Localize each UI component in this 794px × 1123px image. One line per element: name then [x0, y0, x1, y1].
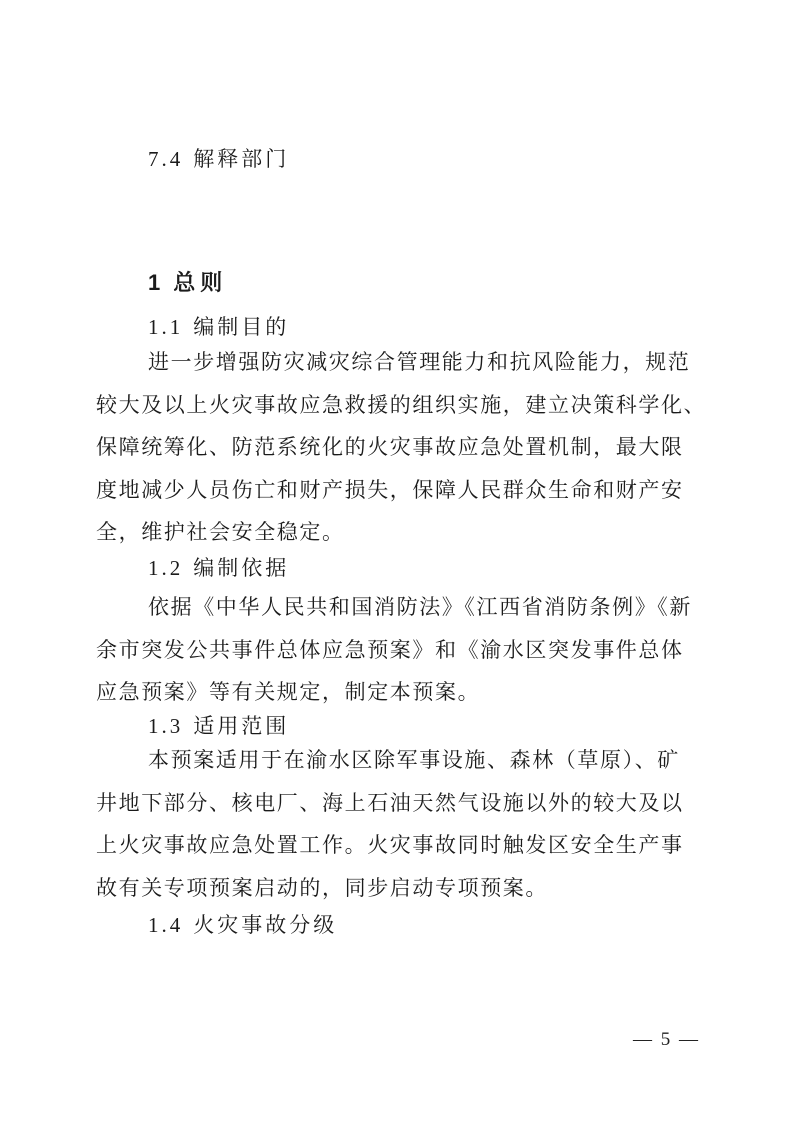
section-heading-1-2: [96, 556, 752, 580]
section-number: 7.4: [148, 147, 184, 171]
section-heading-1-1: [96, 315, 752, 339]
section-heading-1-3: [96, 714, 752, 738]
section-heading-1-4: [96, 913, 752, 937]
paragraph-line: 全，维护社会安全稳定。: [96, 520, 345, 544]
chapter-heading-1: [96, 270, 752, 295]
section-heading-7-4: [96, 147, 752, 171]
paragraph-line: 度地减少人员伤亡和财产损失，保障人民群众生命和财产安: [96, 477, 684, 502]
paragraph-line: 较大及以上火灾事故应急救援的组织实施，建立决策科学化、: [96, 392, 707, 417]
paragraph-1-1: [96, 341, 707, 554]
section-title: 编制依据: [193, 556, 290, 580]
paragraph-line: 上火灾事故应急处置工作。火灾事故同时触发区安全生产事: [96, 833, 684, 857]
paragraph-line: 应急预案》等有关规定，制定本预案。: [96, 680, 481, 704]
section-title: 火灾事故分级: [193, 913, 338, 937]
paragraph-line: 依据《中华人民共和国消防法》《江西省消防条例》《新: [148, 595, 692, 619]
paragraph-1-3: [96, 739, 700, 909]
section-title: 解释部门: [193, 147, 290, 171]
section-number: 1.3: [148, 714, 184, 738]
section-number: 1.4: [148, 913, 184, 937]
paragraph-line: 余市突发公共事件总体应急预案》和《渝水区突发事件总体: [96, 637, 684, 662]
paragraph-1-2: [96, 586, 700, 714]
section-number: 1.2: [148, 556, 184, 580]
paragraph-line: 进一步增强防灾减灾综合管理能力和抗风险能力，规范: [148, 350, 691, 374]
section-title: 适用范围: [193, 714, 290, 738]
paragraph-line: 故有关专项预案启动的，同步启动专项预案。: [96, 875, 548, 900]
paragraph-line: 井地下部分、核电厂、海上石油天然气设施以外的较大及以: [96, 790, 684, 815]
chapter-number: 1: [148, 270, 166, 295]
paragraph-line: 保障统筹化、防范系统化的火灾事故应急处置机制，最大限: [96, 435, 684, 459]
chapter-title: 总则: [173, 270, 228, 295]
page-number: — 5 —: [633, 1029, 700, 1050]
paragraph-line: 本预案适用于在渝水区除军事设施、森林（草原）、矿: [148, 748, 680, 772]
section-number: 1.1: [148, 315, 184, 339]
section-title: 编制目的: [193, 315, 290, 339]
